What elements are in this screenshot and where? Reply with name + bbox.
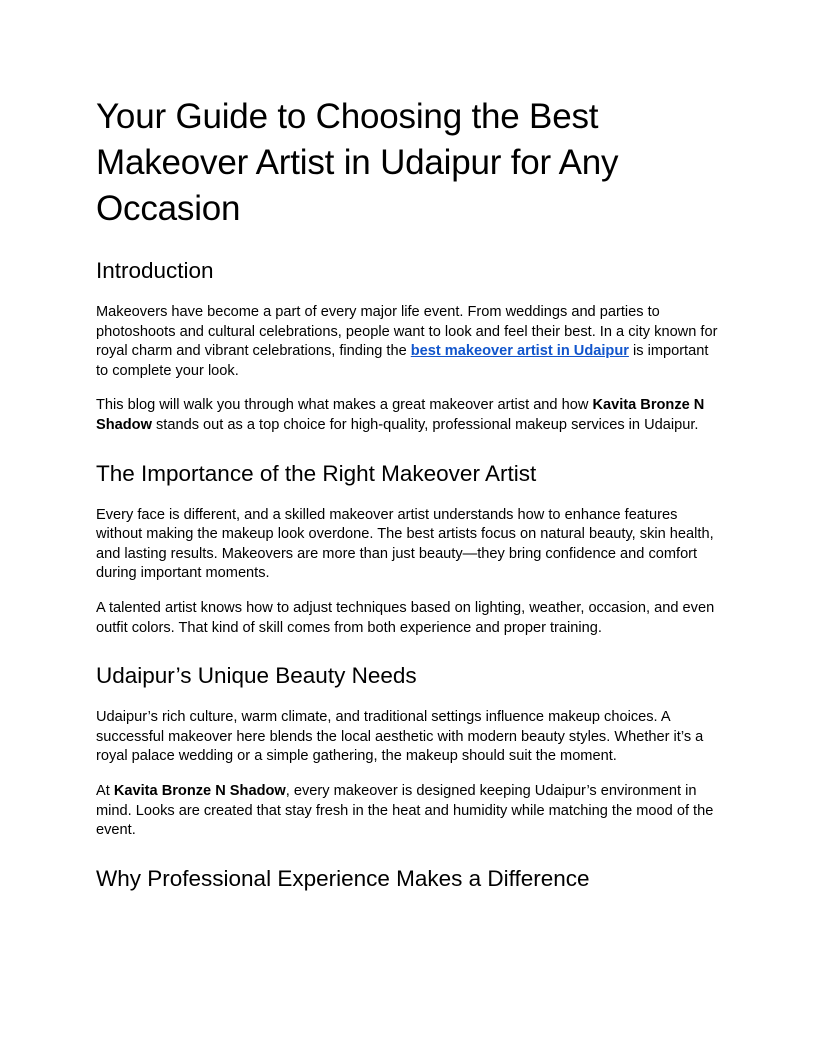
udaipur-p2-text-before: At: [96, 782, 114, 799]
intro-paragraph-1: [96, 303, 722, 381]
udaipur-paragraph-2: [96, 782, 722, 841]
heading-importance: The Importance of the Right Makeover Artist: [96, 460, 537, 486]
brand-name-bold: Kavita Bronze N Shadow: [113, 782, 286, 799]
intro-paragraph-2: [96, 396, 722, 435]
document-page: [96, 94, 722, 893]
intro-p2-text-before: This blog will walk you through what makes a great makeover artist and how: [96, 397, 593, 414]
page-title: Your Guide to Choosing the Best Makeover Artist in Udaipur for Any Occasion: [96, 97, 619, 228]
heading-udaipur-needs: Udaipur’s Unique Beauty Needs: [96, 663, 417, 689]
heading-professional-experience: Why Professional Experience Makes a Difference: [96, 865, 590, 891]
importance-paragraph-2: A talented artist knows how to adjust techniques based on lighting, weather, occasion, and even outfit colors. That kind of skill comes from both experience and proper training.: [96, 599, 715, 636]
best-makeover-artist-link[interactable]: best makeover artist in Udaipur: [410, 343, 629, 360]
brand-name-bold: Kavita Bronze N Shadow: [96, 397, 705, 433]
importance-paragraph-1: Every face is different, and a skilled makeover artist understands how to enhance features without making the makeup look overdone. The best artists focus on natural beauty, skin health, and lasting results. Makeovers are more than just beauty—they bring confidence and comfort during important moments.: [96, 506, 714, 582]
heading-introduction: Introduction: [96, 258, 214, 283]
intro-p1-text-after: is important to complete your look.: [96, 343, 709, 379]
intro-p2-text-after: stands out as a top choice for high-quality, professional makeup services in Udaipur.: [151, 416, 699, 433]
udaipur-paragraph-1: Udaipur’s rich culture, warm climate, and traditional settings influence makeup choices. A successful makeover here blends the local aesthetic with modern beauty styles. Whether it’s a royal palace wedding or a simple gathering, the makeup should suit the moment.: [96, 709, 704, 765]
intro-p1-text-before: Makeovers have become a part of every major life event. From weddings and parties to photoshoots and cultural celebrations, people want to look and feel their best. In a city known for royal charm and vibrant celebrations, finding the: [96, 304, 718, 360]
udaipur-p2-text-after: , every makeover is designed keeping Udaipur’s environment in mind. Looks are created that stay fresh in the heat and humidity while matching the mood of the event.: [96, 782, 714, 839]
